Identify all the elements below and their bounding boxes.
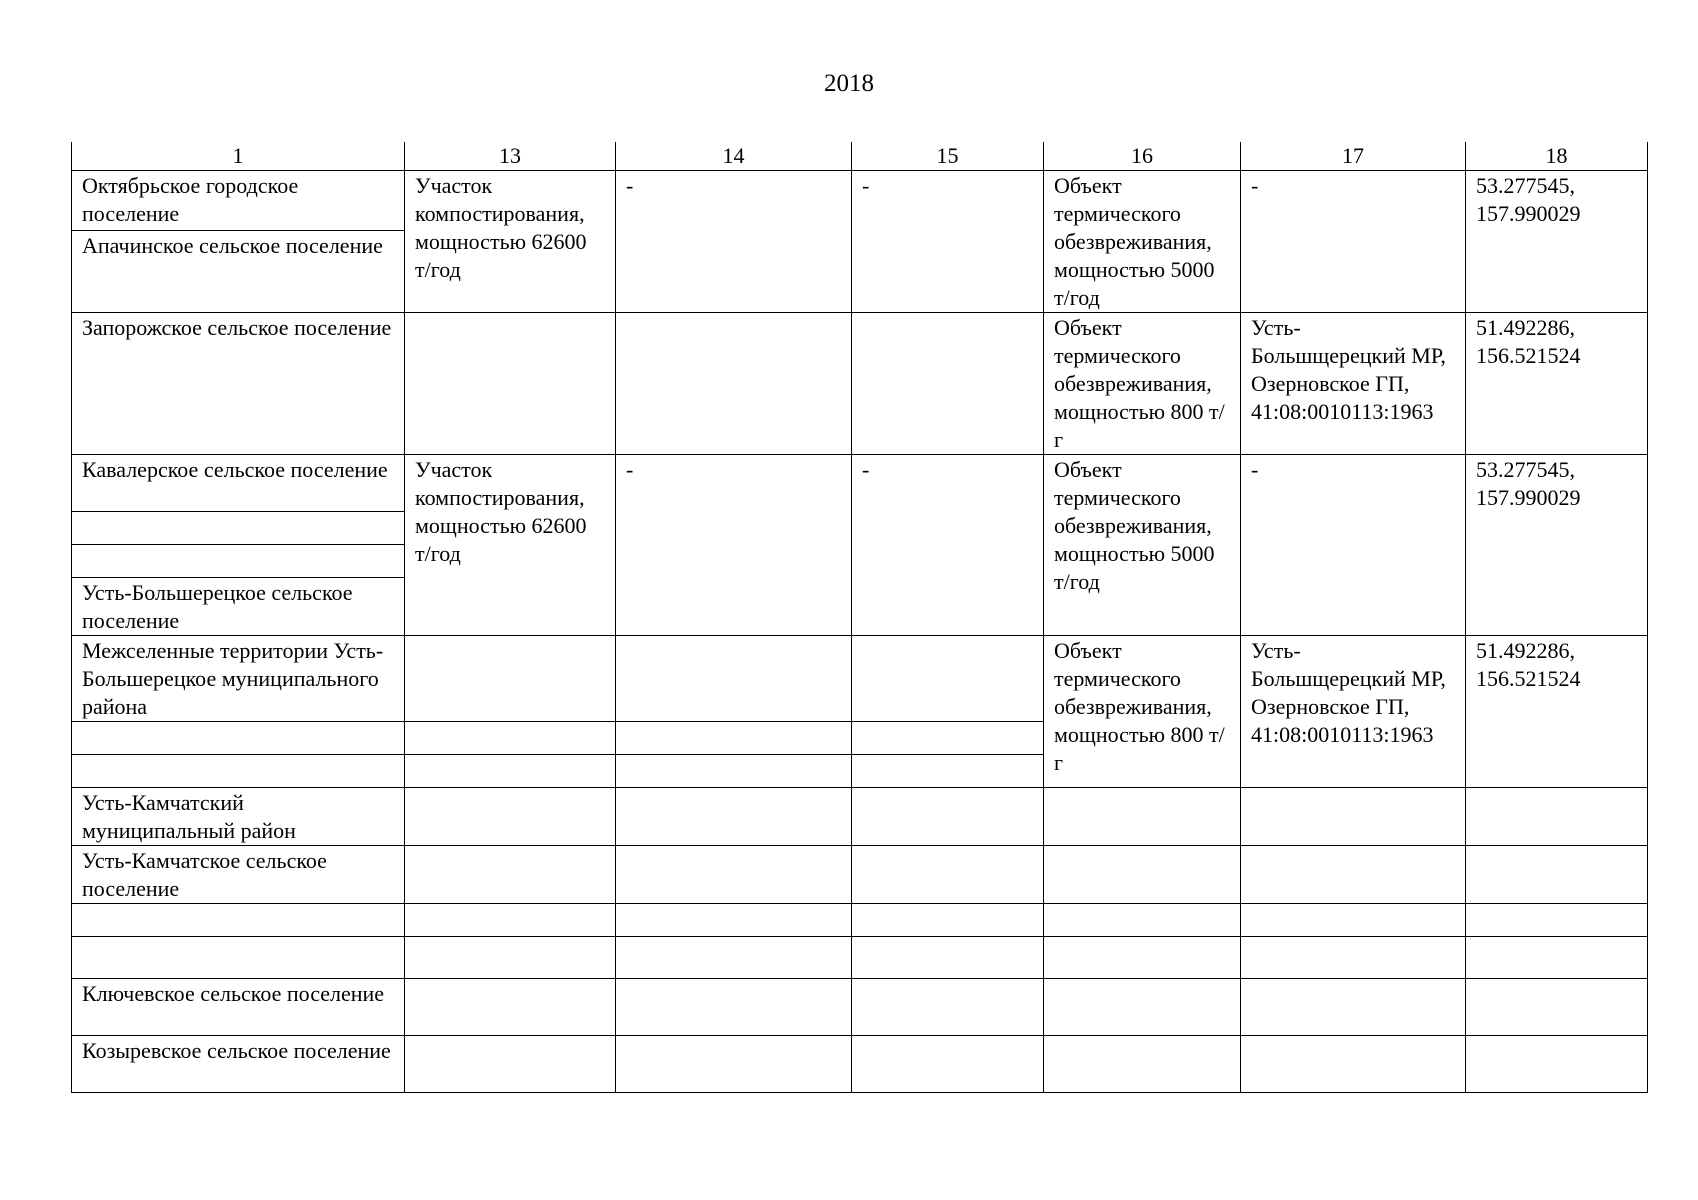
col16-cell <box>1044 979 1241 1036</box>
table-row <box>72 788 1648 846</box>
col-header-18: 18 <box>1466 142 1648 171</box>
col16-cell <box>1044 846 1241 904</box>
col13-cell <box>405 755 616 788</box>
table-row <box>72 171 1648 231</box>
table-row <box>72 1036 1648 1093</box>
col-header-14: 14 <box>616 142 852 171</box>
settlement-cell: Кавалерское сельское поселение <box>72 455 405 512</box>
col15-cell: - <box>852 455 1044 636</box>
col14-cell <box>616 722 852 755</box>
coordinates-cell: 51.492286, 156.521524 <box>1466 313 1648 455</box>
settlement-cell <box>72 904 405 937</box>
col-header-15: 15 <box>852 142 1044 171</box>
composting-cell: Участок компостирования, мощностью 62600 т/год <box>405 455 616 636</box>
col14-cell <box>616 846 852 904</box>
col-header-17: 17 <box>1241 142 1466 171</box>
col18-cell <box>1466 846 1648 904</box>
col14-cell <box>616 937 852 979</box>
col14-cell: - <box>616 455 852 636</box>
col16-cell <box>1044 788 1241 846</box>
table-row <box>72 904 1648 937</box>
col17-cell <box>1241 937 1466 979</box>
col17-cell <box>1241 1036 1466 1093</box>
col16-cell <box>1044 904 1241 937</box>
col17-cell <box>1241 979 1466 1036</box>
col14-cell <box>616 636 852 722</box>
settlement-cell: Усть-Камчатское сельское поселение <box>72 846 405 904</box>
location-cell: - <box>1241 171 1466 313</box>
thermal-object-cell: Объект термического обезвреживания, мощностью 800 т/г <box>1044 636 1241 788</box>
col14-cell <box>616 313 852 455</box>
location-cell: Усть-Большщерецкий МР, Озерновское ГП, 41:08:0010113:1963 <box>1241 313 1466 455</box>
col18-cell <box>1466 904 1648 937</box>
col13-cell <box>405 636 616 722</box>
settlement-cell <box>72 545 405 578</box>
col13-cell <box>405 313 616 455</box>
col15-cell <box>852 979 1044 1036</box>
coordinates-cell: 53.277545, 157.990029 <box>1466 171 1648 313</box>
col15-cell <box>852 313 1044 455</box>
settlement-cell <box>72 722 405 755</box>
col15-cell <box>852 904 1044 937</box>
col17-cell <box>1241 788 1466 846</box>
settlement-cell <box>72 512 405 545</box>
col14-cell <box>616 788 852 846</box>
table-row <box>72 846 1648 904</box>
settlement-cell: Октябрьское городское поселение <box>72 171 405 231</box>
col13-cell <box>405 722 616 755</box>
col18-cell <box>1466 1036 1648 1093</box>
col15-cell <box>852 722 1044 755</box>
col18-cell <box>1466 788 1648 846</box>
settlement-cell: Межселенные территории Усть-Большерецкое муниципального района <box>72 636 405 722</box>
settlement-cell: Усть-Камчатский муниципальный район <box>72 788 405 846</box>
table-row <box>72 455 1648 512</box>
header-row <box>72 142 1648 171</box>
settlement-cell: Апачинское сельское поселение <box>72 231 405 313</box>
col13-cell <box>405 937 616 979</box>
col17-cell <box>1241 846 1466 904</box>
col13-cell <box>405 788 616 846</box>
col16-cell <box>1044 937 1241 979</box>
col16-cell <box>1044 1036 1241 1093</box>
coordinates-cell: 51.492286, 156.521524 <box>1466 636 1648 788</box>
page-number: 2018 <box>824 70 874 97</box>
col15-cell <box>852 636 1044 722</box>
location-cell: - <box>1241 455 1466 636</box>
table-row <box>72 636 1648 722</box>
settlement-cell <box>72 937 405 979</box>
col14-cell <box>616 979 852 1036</box>
col13-cell <box>405 1036 616 1093</box>
col15-cell <box>852 788 1044 846</box>
settlement-cell: Козыревское сельское поселение <box>72 1036 405 1093</box>
col17-cell <box>1241 904 1466 937</box>
col14-cell <box>616 1036 852 1093</box>
table-row <box>72 937 1648 979</box>
col14-cell: - <box>616 171 852 313</box>
settlement-cell: Запорожское сельское поселение <box>72 313 405 455</box>
col15-cell <box>852 937 1044 979</box>
col13-cell <box>405 846 616 904</box>
col-header-1: 1 <box>72 142 405 171</box>
location-cell: Усть-Большщерецкий МР, Озерновское ГП, 41:08:0010113:1963 <box>1241 636 1466 788</box>
data-table <box>71 142 1648 1093</box>
thermal-object-cell: Объект термического обезвреживания, мощностью 5000 т/год <box>1044 455 1241 636</box>
col15-cell <box>852 755 1044 788</box>
thermal-object-cell: Объект термического обезвреживания, мощностью 800 т/г <box>1044 313 1241 455</box>
col13-cell <box>405 979 616 1036</box>
col18-cell <box>1466 979 1648 1036</box>
coordinates-cell: 53.277545, 157.990029 <box>1466 455 1648 636</box>
settlement-cell: Ключевское сельское поселение <box>72 979 405 1036</box>
col-header-13: 13 <box>405 142 616 171</box>
col14-cell <box>616 755 852 788</box>
col14-cell <box>616 904 852 937</box>
settlement-cell <box>72 755 405 788</box>
table-row <box>72 313 1648 455</box>
table-row <box>72 979 1648 1036</box>
col15-cell <box>852 846 1044 904</box>
composting-cell: Участок компостирования, мощностью 62600 т/год <box>405 171 616 313</box>
col15-cell: - <box>852 171 1044 313</box>
thermal-object-cell: Объект термического обезвреживания, мощностью 5000 т/год <box>1044 171 1241 313</box>
col13-cell <box>405 904 616 937</box>
settlement-cell: Усть-Большерецкое сельское поселение <box>72 578 405 636</box>
col-header-16: 16 <box>1044 142 1241 171</box>
col15-cell <box>852 1036 1044 1093</box>
col18-cell <box>1466 937 1648 979</box>
